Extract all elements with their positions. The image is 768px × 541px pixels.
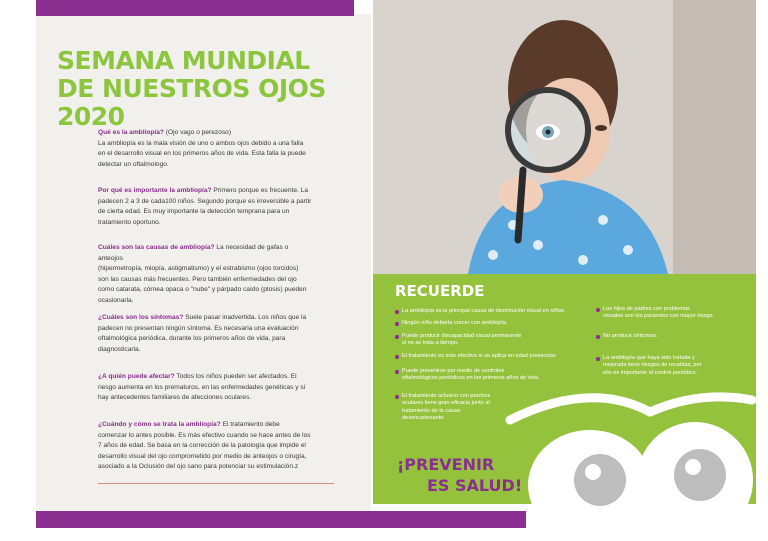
page-title	[57, 47, 357, 131]
section-que-es: Qué es la ambliopía? (Ojo vago o perezoso) La ambliopía es la mala visión de uno o ambos ojos debido a una falla en el desarrollo visual en los primeros años de vida. Esta falla la puede detectar un oftalmologo.	[98, 129, 306, 168]
bullet-item: El tratamiento oclusivo con parches oculares tiene gran eficacia junto al tratamiento de la causa desencadenante.	[395, 393, 535, 423]
bullet-dot-icon	[596, 308, 600, 312]
bullet-item: El tratamiento es más efectivo si se aplica en edad preescolar.	[395, 353, 595, 360]
section-question: ¿Cuándo y cómo se trata la ambliopía?	[98, 421, 221, 428]
slogan-line-1: ¡PREVENIR	[397, 455, 495, 474]
bullet-item: Los hijos de padres con problemas visuales son los pacientes con mayor riesgo.	[596, 306, 751, 321]
bullet-item: Ningún niño debería crecer con ambliopía.	[395, 320, 595, 327]
section-tratamiento: ¿Cuándo y cómo se trata la ambliopía? El tratamiento debe comenzar lo antes posible. Es más efectivo cuando se hace antes de los 7 años de edad. Se basa en la corrección de la patología que impide el desarrollo visual del ojo comprometido por medio de anteojos o cirugía, asociado a la Oclusión del ojo sano para potenciar su estimulación.z	[98, 421, 311, 471]
section-question: Por qué es importante la ambliopía?	[98, 187, 212, 194]
top-purple-bar	[36, 0, 354, 16]
child-magnifier-photo	[373, 0, 756, 274]
section-por-que: Por qué es importante la ambliopía? Primero porque es frecuente. La padecen 2 a 3 de cada100 niños. Segundo porque es irreversible a partir de cierta edad. Es muy importante la detección temprana para un tratamiento oportuno.	[98, 187, 312, 226]
bottom-purple-bar	[36, 511, 526, 528]
title-line-2: DE NUESTROS OJOS 2020	[57, 74, 326, 131]
section-causas: Cuáles son las causas de ambliopía? La necesidad de gafas o anteojos (hipermetropía, miopía, astigmatismo) y el estrabismo (ojos torcidos) son las causas más frecuentes. Pero también enfermedades del ojo como catarata, córnea opaca o "nube" y párpado caído (ptosis) pueden ocasionarla.	[98, 244, 307, 304]
section-divider	[98, 483, 334, 484]
section-question: ¿A quién puede afectar?	[98, 373, 175, 380]
bullet-item: La ambliopía que haya sido tratada y mejorada tiene riesgos de recaídas, por ello es importante el control periódico.	[596, 355, 751, 377]
section-question: ¿Cuáles son los síntomas?	[98, 314, 184, 321]
recuerde-title: RECUERDE	[395, 282, 485, 300]
bullet-item: Puede producir discapacidad visual permanente si no se trata a tiempo.	[395, 333, 585, 348]
section-question: Cuáles son las causas de ambliopía?	[98, 244, 215, 251]
title-line-1: SEMANA MUNDIAL	[57, 46, 310, 75]
bullet-dot-icon	[395, 335, 399, 339]
bullet-dot-icon	[395, 355, 399, 359]
cartoon-eyes-icon	[500, 380, 756, 530]
section-question: Qué es la ambliopía?	[98, 129, 164, 136]
cartoon-eyes-illustration	[500, 380, 756, 530]
section-afectar: ¿A quién puede afectar? Todos los niños pueden ser afectados. El riesgo aumenta en los prematuros, en las enfermedades genéticas y si hay antecedentes familiares de afecciones oculares.	[98, 373, 306, 402]
bullet-dot-icon	[395, 310, 399, 314]
bullet-item: No produce síntomas.	[596, 333, 751, 340]
bullet-dot-icon	[596, 335, 600, 339]
bullet-dot-icon	[395, 370, 399, 374]
bullet-dot-icon	[395, 395, 399, 399]
bullet-dot-icon	[395, 322, 399, 326]
bullet-item: Puede prevenirse por medio de controles oftalmológicos periódicos en los primeros años de vida.	[395, 368, 595, 383]
bullet-item: La ambliopía es la principal causa de disminución visual en niños.	[395, 308, 595, 315]
bullet-dot-icon	[596, 357, 600, 361]
section-sintomas: ¿Cuáles son los síntomas? Suele pasar inadvertida. Los niños que la padecen no presentan ningún síntoma. Es necesaria una evaluación oftalmológica periódica, durante los primeros años de vida, para diagnosticarla.	[98, 314, 307, 353]
slogan-line-2: ES SALUD!	[427, 476, 523, 495]
child-illustration	[373, 0, 756, 274]
